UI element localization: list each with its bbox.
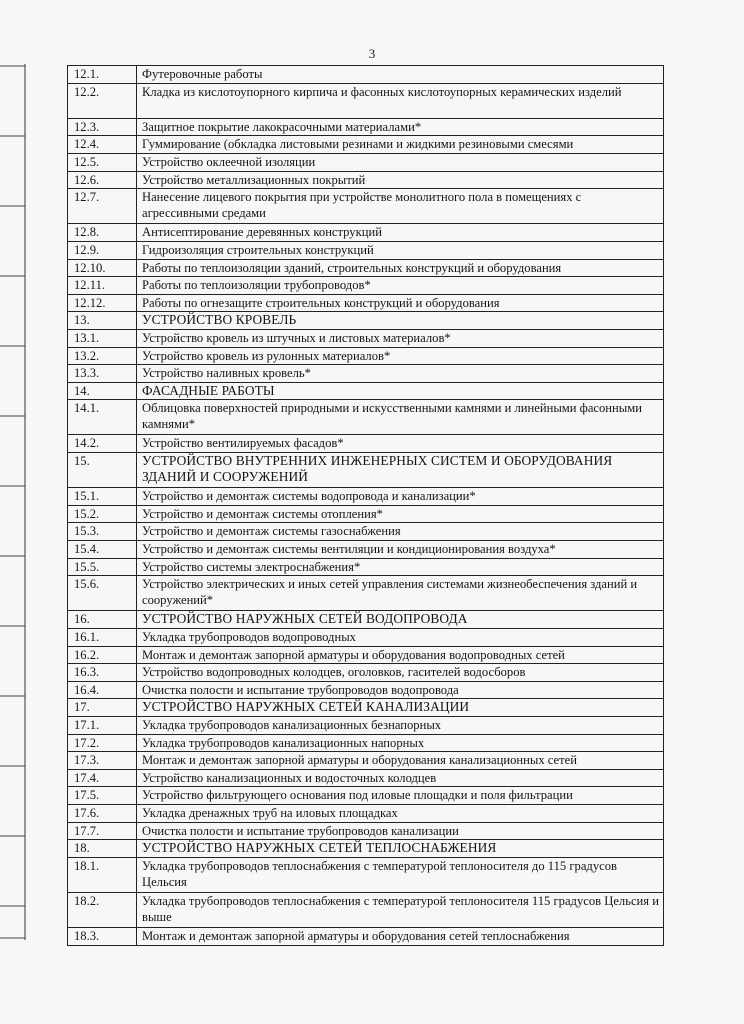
table-row: [68, 822, 664, 840]
work-description: Укладка трубопроводов теплоснабжения с температурой теплоносителя 115 градусов Цельсия и выше: [137, 892, 664, 927]
row-number: 12.1.: [68, 66, 137, 84]
work-description: Устройство электрических и иных сетей управления системами жизнеобеспечения зданий и сооружений*: [137, 576, 664, 611]
table-row: [68, 576, 664, 611]
work-description: Монтаж и демонтаж запорной арматуры и оборудования канализационных сетей: [137, 752, 664, 770]
table-row: [68, 928, 664, 946]
row-number: 16.4.: [68, 681, 137, 699]
row-number: 18.3.: [68, 928, 137, 946]
table-row: [68, 435, 664, 453]
row-number: 12.3.: [68, 118, 137, 136]
row-number: 15.4.: [68, 541, 137, 559]
table-row: [68, 892, 664, 927]
row-number: 12.2.: [68, 83, 137, 118]
row-number: 15.: [68, 453, 137, 488]
row-number: 16.3.: [68, 664, 137, 682]
work-description: Гидроизоляция строительных конструкций: [137, 241, 664, 259]
table-row: [68, 488, 664, 506]
table-row: [68, 118, 664, 136]
work-description: Устройство металлизационных покрытий: [137, 171, 664, 189]
row-number: 12.12.: [68, 294, 137, 312]
row-number: 16.: [68, 611, 137, 629]
row-number: 17.4.: [68, 769, 137, 787]
table-row: [68, 558, 664, 576]
left-margin-lines: [0, 64, 26, 940]
works-table-body: [68, 66, 664, 946]
table-row: [68, 804, 664, 822]
row-number: 12.9.: [68, 241, 137, 259]
row-number: 17.: [68, 699, 137, 717]
row-number: 12.10.: [68, 259, 137, 277]
table-row: [68, 734, 664, 752]
row-number: 15.5.: [68, 558, 137, 576]
row-number: 15.6.: [68, 576, 137, 611]
table-row: [68, 153, 664, 171]
row-number: 13.: [68, 312, 137, 330]
table-row: [68, 136, 664, 154]
row-number: 16.1.: [68, 629, 137, 647]
row-number: 14.: [68, 382, 137, 400]
row-number: 12.8.: [68, 224, 137, 242]
table-row: [68, 329, 664, 347]
section-row: [68, 840, 664, 858]
works-table: [67, 65, 664, 946]
work-description: Работы по огнезащите строительных конструкций и оборудования: [137, 294, 664, 312]
work-description: Защитное покрытие лакокрасочными материалами*: [137, 118, 664, 136]
work-description: Антисептирование деревянных конструкций: [137, 224, 664, 242]
work-description: Устройство и демонтаж системы водопровода и канализации*: [137, 488, 664, 506]
table-row: [68, 681, 664, 699]
page-number: 3: [368, 46, 376, 61]
row-number: 18.1.: [68, 857, 137, 892]
table-row: [68, 241, 664, 259]
row-number: 12.4.: [68, 136, 137, 154]
row-number: 14.1.: [68, 400, 137, 435]
row-number: 17.2.: [68, 734, 137, 752]
work-description: Монтаж и демонтаж запорной арматуры и оборудования водопроводных сетей: [137, 646, 664, 664]
section-row: [68, 453, 664, 488]
work-description: Работы по теплоизоляции зданий, строительных конструкций и оборудования: [137, 259, 664, 277]
section-title: УСТРОЙСТВО НАРУЖНЫХ СЕТЕЙ ВОДОПРОВОДА: [137, 611, 664, 629]
row-number: 15.3.: [68, 523, 137, 541]
work-description: Гуммирование (обкладка листовыми резинами и жидкими резиновыми смесями: [137, 136, 664, 154]
work-description: Футеровочные работы: [137, 66, 664, 84]
table-row: [68, 646, 664, 664]
work-description: Укладка трубопроводов теплоснабжения с температурой теплоносителя до 115 градусов Цельсия: [137, 857, 664, 892]
row-number: 17.3.: [68, 752, 137, 770]
row-number: 18.: [68, 840, 137, 858]
work-description: Нанесение лицевого покрытия при устройстве монолитного пола в помещениях с агрессивными средами: [137, 189, 664, 224]
table-row: [68, 224, 664, 242]
row-number: 15.1.: [68, 488, 137, 506]
work-description: Облицовка поверхностей природными и искусственными камнями и линейными фасонными камнями*: [137, 400, 664, 435]
row-number: 12.6.: [68, 171, 137, 189]
work-description: Устройство и демонтаж системы вентиляции и кондиционирования воздуха*: [137, 541, 664, 559]
section-row: [68, 312, 664, 330]
section-title: ФАСАДНЫЕ РАБОТЫ: [137, 382, 664, 400]
works-table-container: [67, 65, 664, 946]
table-row: [68, 400, 664, 435]
section-title: УСТРОЙСТВО НАРУЖНЫХ СЕТЕЙ КАНАЛИЗАЦИИ: [137, 699, 664, 717]
section-title: УСТРОЙСТВО ВНУТРЕННИХ ИНЖЕНЕРНЫХ СИСТЕМ И ОБОРУДОВАНИЯ ЗДАНИЙ И СООРУЖЕНИЙ: [137, 453, 664, 488]
section-title: УСТРОЙСТВО КРОВЕЛЬ: [137, 312, 664, 330]
row-number: 12.11.: [68, 277, 137, 295]
work-description: Устройство кровель из штучных и листовых материалов*: [137, 329, 664, 347]
work-description: Устройство вентилируемых фасадов*: [137, 435, 664, 453]
work-description: Устройство наливных кровель*: [137, 365, 664, 383]
work-description: Работы по теплоизоляции трубопроводов*: [137, 277, 664, 295]
work-description: Очистка полости и испытание трубопроводов водопровода: [137, 681, 664, 699]
row-number: 15.2.: [68, 505, 137, 523]
work-description: Укладка трубопроводов канализационных безнапорных: [137, 716, 664, 734]
row-number: 12.7.: [68, 189, 137, 224]
row-number: 14.2.: [68, 435, 137, 453]
table-row: [68, 769, 664, 787]
table-row: [68, 66, 664, 84]
work-description: Устройство водопроводных колодцев, оголовков, гасителей водосборов: [137, 664, 664, 682]
work-description: Устройство системы электроснабжения*: [137, 558, 664, 576]
row-number: 17.6.: [68, 804, 137, 822]
table-row: [68, 277, 664, 295]
work-description: Укладка трубопроводов канализационных напорных: [137, 734, 664, 752]
table-row: [68, 716, 664, 734]
section-title: УСТРОЙСТВО НАРУЖНЫХ СЕТЕЙ ТЕПЛОСНАБЖЕНИЯ: [137, 840, 664, 858]
work-description: Устройство кровель из рулонных материалов*: [137, 347, 664, 365]
work-description: Кладка из кислотоупорного кирпича и фасонных кислотоупорных керамических изделий: [137, 83, 664, 118]
table-row: [68, 189, 664, 224]
table-row: [68, 541, 664, 559]
section-row: [68, 699, 664, 717]
table-row: [68, 259, 664, 277]
work-description: Укладка трубопроводов водопроводных: [137, 629, 664, 647]
work-description: Устройство канализационных и водосточных колодцев: [137, 769, 664, 787]
table-row: [68, 857, 664, 892]
table-row: [68, 294, 664, 312]
row-number: 16.2.: [68, 646, 137, 664]
table-row: [68, 505, 664, 523]
section-row: [68, 611, 664, 629]
work-description: Устройство и демонтаж системы газоснабжения: [137, 523, 664, 541]
table-row: [68, 171, 664, 189]
table-row: [68, 347, 664, 365]
table-row: [68, 787, 664, 805]
row-number: 18.2.: [68, 892, 137, 927]
work-description: Очистка полости и испытание трубопроводов канализации: [137, 822, 664, 840]
table-row: [68, 752, 664, 770]
row-number: 13.1.: [68, 329, 137, 347]
row-number: 12.5.: [68, 153, 137, 171]
table-row: [68, 83, 664, 118]
row-number: 17.5.: [68, 787, 137, 805]
table-row: [68, 664, 664, 682]
row-number: 17.7.: [68, 822, 137, 840]
table-row: [68, 523, 664, 541]
table-row: [68, 629, 664, 647]
row-number: 13.3.: [68, 365, 137, 383]
work-description: Устройство и демонтаж системы отопления*: [137, 505, 664, 523]
work-description: Укладка дренажных труб на иловых площадках: [137, 804, 664, 822]
row-number: 13.2.: [68, 347, 137, 365]
table-row: [68, 365, 664, 383]
work-description: Монтаж и демонтаж запорной арматуры и оборудования сетей теплоснабжения: [137, 928, 664, 946]
row-number: 17.1.: [68, 716, 137, 734]
work-description: Устройство оклеечной изоляции: [137, 153, 664, 171]
section-row: [68, 382, 664, 400]
work-description: Устройство фильтрующего основания под иловые площадки и поля фильтрации: [137, 787, 664, 805]
